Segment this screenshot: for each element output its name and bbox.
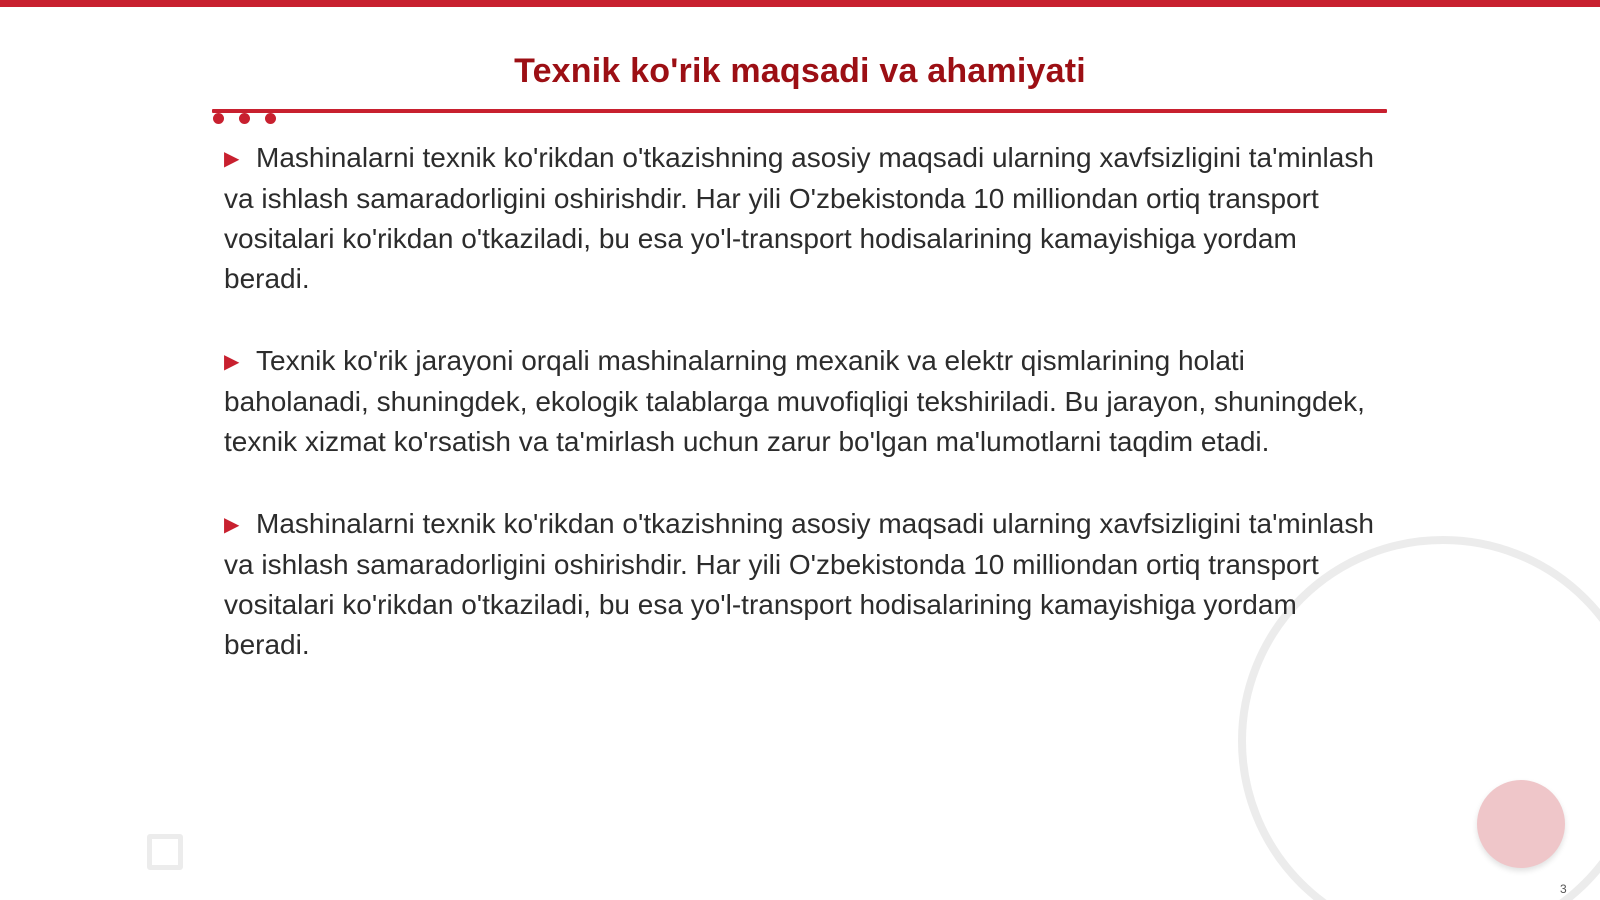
top-accent-bar xyxy=(0,0,1600,7)
bullet-item xyxy=(224,341,1384,462)
decor-dot xyxy=(213,113,224,124)
decor-dot xyxy=(265,113,276,124)
bullet-text: Texnik ko'rik jarayoni orqali mashinalarning mexanik va elektr qismlarining holati baholanadi, shuningdek, ekologik talablarga muvofiqligi tekshiriladi. Bu jarayon, shuningdek, texnik xizmat ko'rsatish va ta'mirlash uchun zarur bo'lgan ma'lumotlarni taqdim etadi. xyxy=(224,345,1365,457)
triangle-right-icon: ▶ xyxy=(224,514,240,536)
bullet-item xyxy=(224,504,1384,665)
triangle-right-icon: ▶ xyxy=(224,351,240,373)
bullet-text: Mashinalarni texnik ko'rikdan o'tkazishning asosiy maqsadi ularning xavfsizligini ta'minlash va ishlash samaradorligini oshirishdir. Har yili O'zbekistonda 10 milliondan ortiq transport vositalari ko'rikdan o'tkaziladi, bu esa yo'l-transport hodisalarining kamayishiga yordam beradi. xyxy=(224,142,1374,294)
bullet-item xyxy=(224,138,1384,299)
bullet-text: Mashinalarni texnik ko'rikdan o'tkazishning asosiy maqsadi ularning xavfsizligini ta'minlash va ishlash samaradorligini oshirishdir. Har yili O'zbekistonda 10 milliondan ortiq transport vositalari ko'rikdan o'tkaziladi, bu esa yo'l-transport hodisalarining kamayishiga yordam beradi. xyxy=(224,508,1374,660)
decor-square xyxy=(147,834,183,870)
slide-title: Texnik ko'rik maqsadi va ahamiyati xyxy=(514,52,1086,90)
title-underline xyxy=(212,109,1387,113)
bullet-list xyxy=(224,138,1384,707)
triangle-right-icon: ▶ xyxy=(224,148,240,170)
page-number: 3 xyxy=(1560,882,1567,896)
decor-circle-filled xyxy=(1477,780,1565,868)
decor-dot xyxy=(239,113,250,124)
